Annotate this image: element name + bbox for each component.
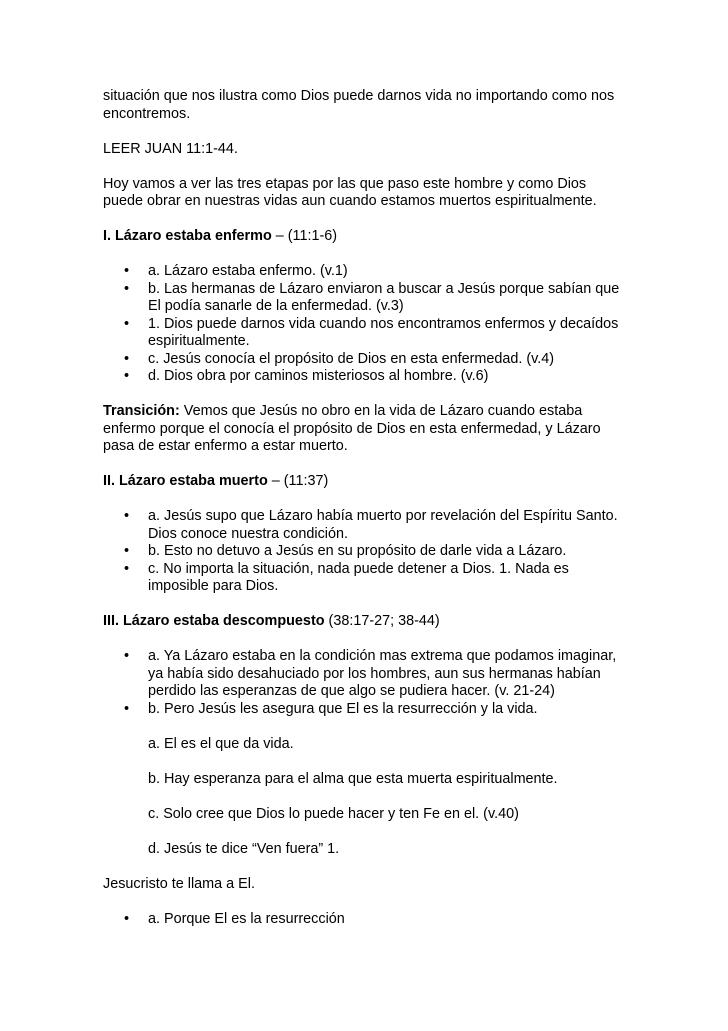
sub-item: c. Solo cree que Dios lo puede hacer y ten Fe en el. (v.40) [148, 805, 519, 822]
section-title-2: II. Lázaro estaba muerto [103, 473, 268, 489]
transition-text: Vemos que Jesús no obro en la vida de Lázaro cuando estaba enfermo porque el conocía el propósito de Dios en esta enfermedad, y Lázaro pasa de estar enfermo a estar muerto. [103, 403, 601, 454]
section-3-list [103, 648, 623, 858]
section-ref-2: – (11:37) [267, 473, 329, 489]
sub-item: d. Jesús te dice “Ven fuera” 1. [148, 840, 340, 857]
intro-paragraph: situación que nos ilustra como Dios puede darnos vida no importando como nos encontremos. [103, 88, 615, 122]
list-item: • a. Ya Lázaro estaba en la condición mas extrema que podamos imaginar, ya había sido desahuciado por los hombres, aun sus hermanas habían perdido las esperanzas de que algo se pudiera hacer. (v. 21-24) [148, 648, 623, 701]
transition-paragraph [103, 403, 623, 456]
section-title-1: I. Lázaro estaba enfermo [103, 228, 272, 244]
section-ref-1: – (11:1-6) [271, 228, 338, 244]
intro-summary-paragraph: Hoy vamos a ver las tres etapas por las que paso este hombre y como Dios puede obrar en nuestras vidas aun cuando estamos muertos espiritualmente. [103, 175, 597, 209]
section-heading-2 [103, 473, 623, 491]
reading-reference: LEER JUAN 11:1-44. [103, 140, 238, 157]
section-heading-1 [103, 228, 623, 246]
closing-list [103, 911, 623, 929]
sub-item: a. El es el que da vida. [148, 735, 294, 752]
document-page [103, 88, 623, 946]
list-item-text: b. Pero Jesús les asegura que El es la resurrección y la vida. [148, 700, 538, 717]
list-item [148, 701, 623, 859]
section-title-3: III. Lázaro estaba descompuesto [103, 613, 325, 629]
list-item: • 1. Dios puede darnos vida cuando nos encontramos enfermos y decaídos espiritualmente. [148, 316, 623, 351]
list-item: • a. Lázaro estaba enfermo. (v.1) [148, 263, 623, 281]
list-item: • c. Jesús conocía el propósito de Dios en esta enfermedad. (v.4) [148, 351, 623, 369]
list-item: • b. Esto no detuvo a Jesús en su propósito de darle vida a Lázaro. [148, 543, 623, 561]
list-item: • b. Las hermanas de Lázaro enviaron a buscar a Jesús porque sabían que El podía sanarle de la enfermedad. (v.3) [148, 281, 623, 316]
list-item: • a. Porque El es la resurrección [148, 911, 623, 929]
closing-paragraph: Jesucristo te llama a El. [103, 875, 255, 892]
list-item: • a. Jesús supo que Lázaro había muerto por revelación del Espíritu Santo. Dios conoce nuestra condición. [148, 508, 623, 543]
sub-item: b. Hay esperanza para el alma que esta muerta espiritualmente. [148, 770, 558, 787]
section-heading-3 [103, 613, 623, 631]
list-item: • d. Dios obra por caminos misteriosos al hombre. (v.6) [148, 368, 623, 386]
section-2-list [103, 508, 623, 596]
list-item: • c. No importa la situación, nada puede detener a Dios. 1. Nada es imposible para Dios. [148, 561, 623, 596]
section-1-list [103, 263, 623, 386]
section-ref-3: (38:17-27; 38-44) [324, 613, 440, 629]
transition-label: Transición: [103, 403, 180, 419]
